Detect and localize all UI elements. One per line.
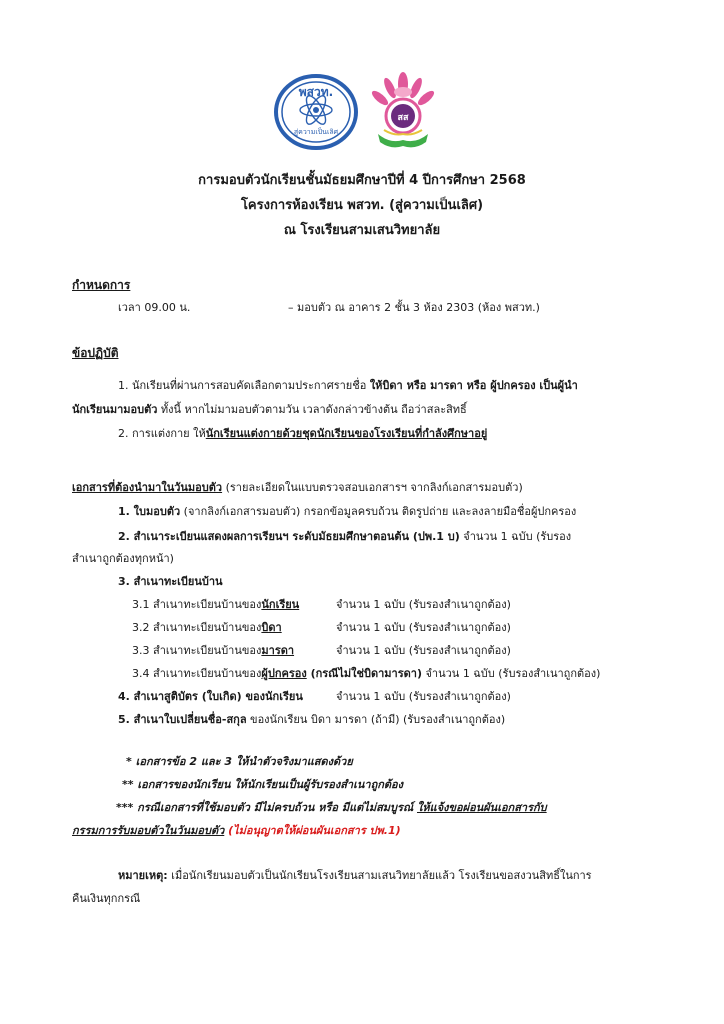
- note-2: ** เอกสารของนักเรียน ให้นักเรียนเป็นผู้รับรองสำเนาถูกต้อง: [122, 778, 404, 791]
- doc-3-3-who: มารดา: [261, 644, 295, 657]
- note-3-emphasis: ให้แจ้งขอผ่อนผันเอกสารกับ: [417, 801, 547, 814]
- doc-3-1-text: 3.1 สำเนาทะเบียนบ้านของ: [132, 598, 262, 611]
- doc-2-label: 2. สำเนาระเบียนแสดงผลการเรียนฯ ระดับมัธยมศึกษาตอนต้น (ปพ.1 บ): [118, 530, 460, 543]
- schedule-time: เวลา 09.00 น.: [118, 301, 191, 314]
- doc-1-label: 1. ใบมอบตัว: [118, 505, 181, 518]
- doc-3-2: [132, 618, 282, 636]
- doc-3-4-text: 3.4 สำเนาทะเบียนบ้านของ: [132, 667, 262, 680]
- logo-area: [0, 70, 724, 150]
- doc-3-4-who: ผู้ปกครอง: [261, 667, 307, 680]
- schedule-heading: กำหนดการ: [72, 278, 131, 292]
- doc-5-text: ของนักเรียน บิดา มารดา (ถ้ามี) (รับรองสำเนาถูกต้อง): [246, 713, 506, 726]
- rule-1-emphasis-cont: นักเรียนมามอบตัว: [72, 403, 158, 416]
- doc-5-label: 5. สำเนาใบเปลี่ยนชื่อ-สกุล: [118, 713, 247, 726]
- pswt-logo: [274, 74, 358, 150]
- doc-3-label: 3. สำเนาทะเบียนบ้าน: [118, 575, 223, 588]
- doc-1: [118, 502, 576, 520]
- rule-1-tail: ทั้งนี้ หากไม่มามอบตัวตามวัน เวลาดังกล่าวข้างต้น ถือว่าสละสิทธิ์: [157, 403, 467, 416]
- doc-2: [118, 527, 571, 545]
- doc-4-copy: จำนวน 1 ฉบับ (รับรองสำเนาถูกต้อง): [336, 690, 511, 703]
- rule-2-emphasis: นักเรียนแต่งกายด้วยชุดนักเรียนของโรงเรียนที่กำลังศึกษาอยู่: [205, 427, 488, 440]
- doc-3-3: [132, 641, 294, 659]
- documents-heading-row: [72, 478, 523, 496]
- rule-2: [118, 424, 487, 442]
- doc-3-3-copy: จำนวน 1 ฉบับ (รับรองสำเนาถูกต้อง): [336, 644, 511, 657]
- rule-1-continued: [72, 400, 467, 418]
- document-title: [0, 168, 724, 243]
- doc-3-2-who: บิดา: [261, 621, 282, 634]
- rule-2-prefix: ให้: [193, 427, 206, 440]
- doc-3-1-who: นักเรียน: [261, 598, 300, 611]
- rules-heading: ข้อปฏิบัติ: [72, 346, 119, 360]
- doc-3-2-text: 3.2 สำเนาทะเบียนบ้านของ: [132, 621, 262, 634]
- note-1: * เอกสารข้อ 2 และ 3 ให้นำตัวจริงมาแสดงด้วย: [126, 755, 353, 768]
- doc-3-3-text: 3.3 สำเนาทะเบียนบ้านของ: [132, 644, 262, 657]
- documents-heading-note: (รายละเอียดในแบบตรวจสอบเอกสารฯ จากลิงก์เอกสารมอบตัว): [222, 481, 523, 494]
- remark-text: เมื่อนักเรียนมอบตัวเป็นนักเรียนโรงเรียนสามเสนวิทยาลัยแล้ว โรงเรียนขอสงวนสิทธิ์ในการ: [167, 869, 592, 882]
- doc-1-text: (จากลิงก์เอกสารมอบตัว) กรอกข้อมูลครบถ้วน ติดรูปถ่าย และลงลายมือชื่อผู้ปกครอง: [180, 505, 577, 518]
- note-3-warning: (ไม่อนุญาตให้ผ่อนผันเอกสาร ปพ.1): [224, 824, 401, 837]
- school-emblem: [370, 70, 436, 150]
- note-3-continued: [72, 821, 401, 839]
- note-3-emphasis-cont: กรรมการรับมอบตัวในวันมอบตัว: [72, 824, 225, 837]
- svg-text:สู่ความเป็นเลิศ: สู่ความเป็นเลิศ: [293, 128, 339, 136]
- title-line-1: การมอบตัวนักเรียนชั้นมัธยมศึกษาปีที่ 4 ปีการศึกษา 2568: [198, 173, 526, 188]
- svg-text:สส: สส: [397, 113, 409, 123]
- note-3-text: *** กรณีเอกสารที่ใช้มอบตัว มีไม่ครบถ้วน หรือ มีแต่ไม่สมบูรณ์: [116, 801, 417, 814]
- doc-2-continued: สำเนาถูกต้องทุกหน้า): [72, 552, 174, 565]
- doc-3-4-condition: (กรณีไม่ใช่บิดามารดา): [306, 667, 422, 680]
- svg-text:พสวท.: พสวท.: [298, 85, 334, 99]
- remark-continued: คืนเงินทุกกรณี: [72, 892, 141, 905]
- rule-1-text: 1. นักเรียนที่ผ่านการสอบคัดเลือกตามประกาศรายชื่อ: [118, 379, 370, 392]
- doc-3-4: [132, 664, 600, 682]
- doc-3-1-copy: จำนวน 1 ฉบับ (รับรองสำเนาถูกต้อง): [336, 598, 511, 611]
- title-line-2: โครงการห้องเรียน พสวท. (สู่ความเป็นเลิศ): [240, 198, 484, 213]
- remark: [118, 866, 592, 884]
- doc-3-1: [132, 595, 299, 613]
- doc-2-text: จำนวน 1 ฉบับ (รับรอง: [459, 530, 572, 543]
- schedule-detail: – มอบตัว ณ อาคาร 2 ชั้น 3 ห้อง 2303 (ห้อง พสวท.): [288, 301, 540, 314]
- doc-5: [118, 710, 505, 728]
- doc-4-label: 4. สำเนาสูติบัตร (ใบเกิด) ของนักเรียน: [118, 690, 303, 703]
- rule-1: [118, 376, 578, 394]
- documents-heading: เอกสารที่ต้องนำมาในวันมอบตัว: [72, 481, 223, 494]
- note-3: [116, 798, 547, 816]
- rule-2-text: 2. การแต่งกาย: [118, 427, 194, 440]
- remark-label: หมายเหตุ:: [118, 869, 168, 882]
- title-line-3: ณ โรงเรียนสามเสนวิทยาลัย: [283, 223, 441, 238]
- rule-1-emphasis: ให้บิดา หรือ มารดา หรือ ผู้ปกครอง เป็นผู้นำ: [369, 379, 578, 392]
- doc-3-4-copy: จำนวน 1 ฉบับ (รับรองสำเนาถูกต้อง): [421, 667, 601, 680]
- doc-3-2-copy: จำนวน 1 ฉบับ (รับรองสำเนาถูกต้อง): [336, 621, 511, 634]
